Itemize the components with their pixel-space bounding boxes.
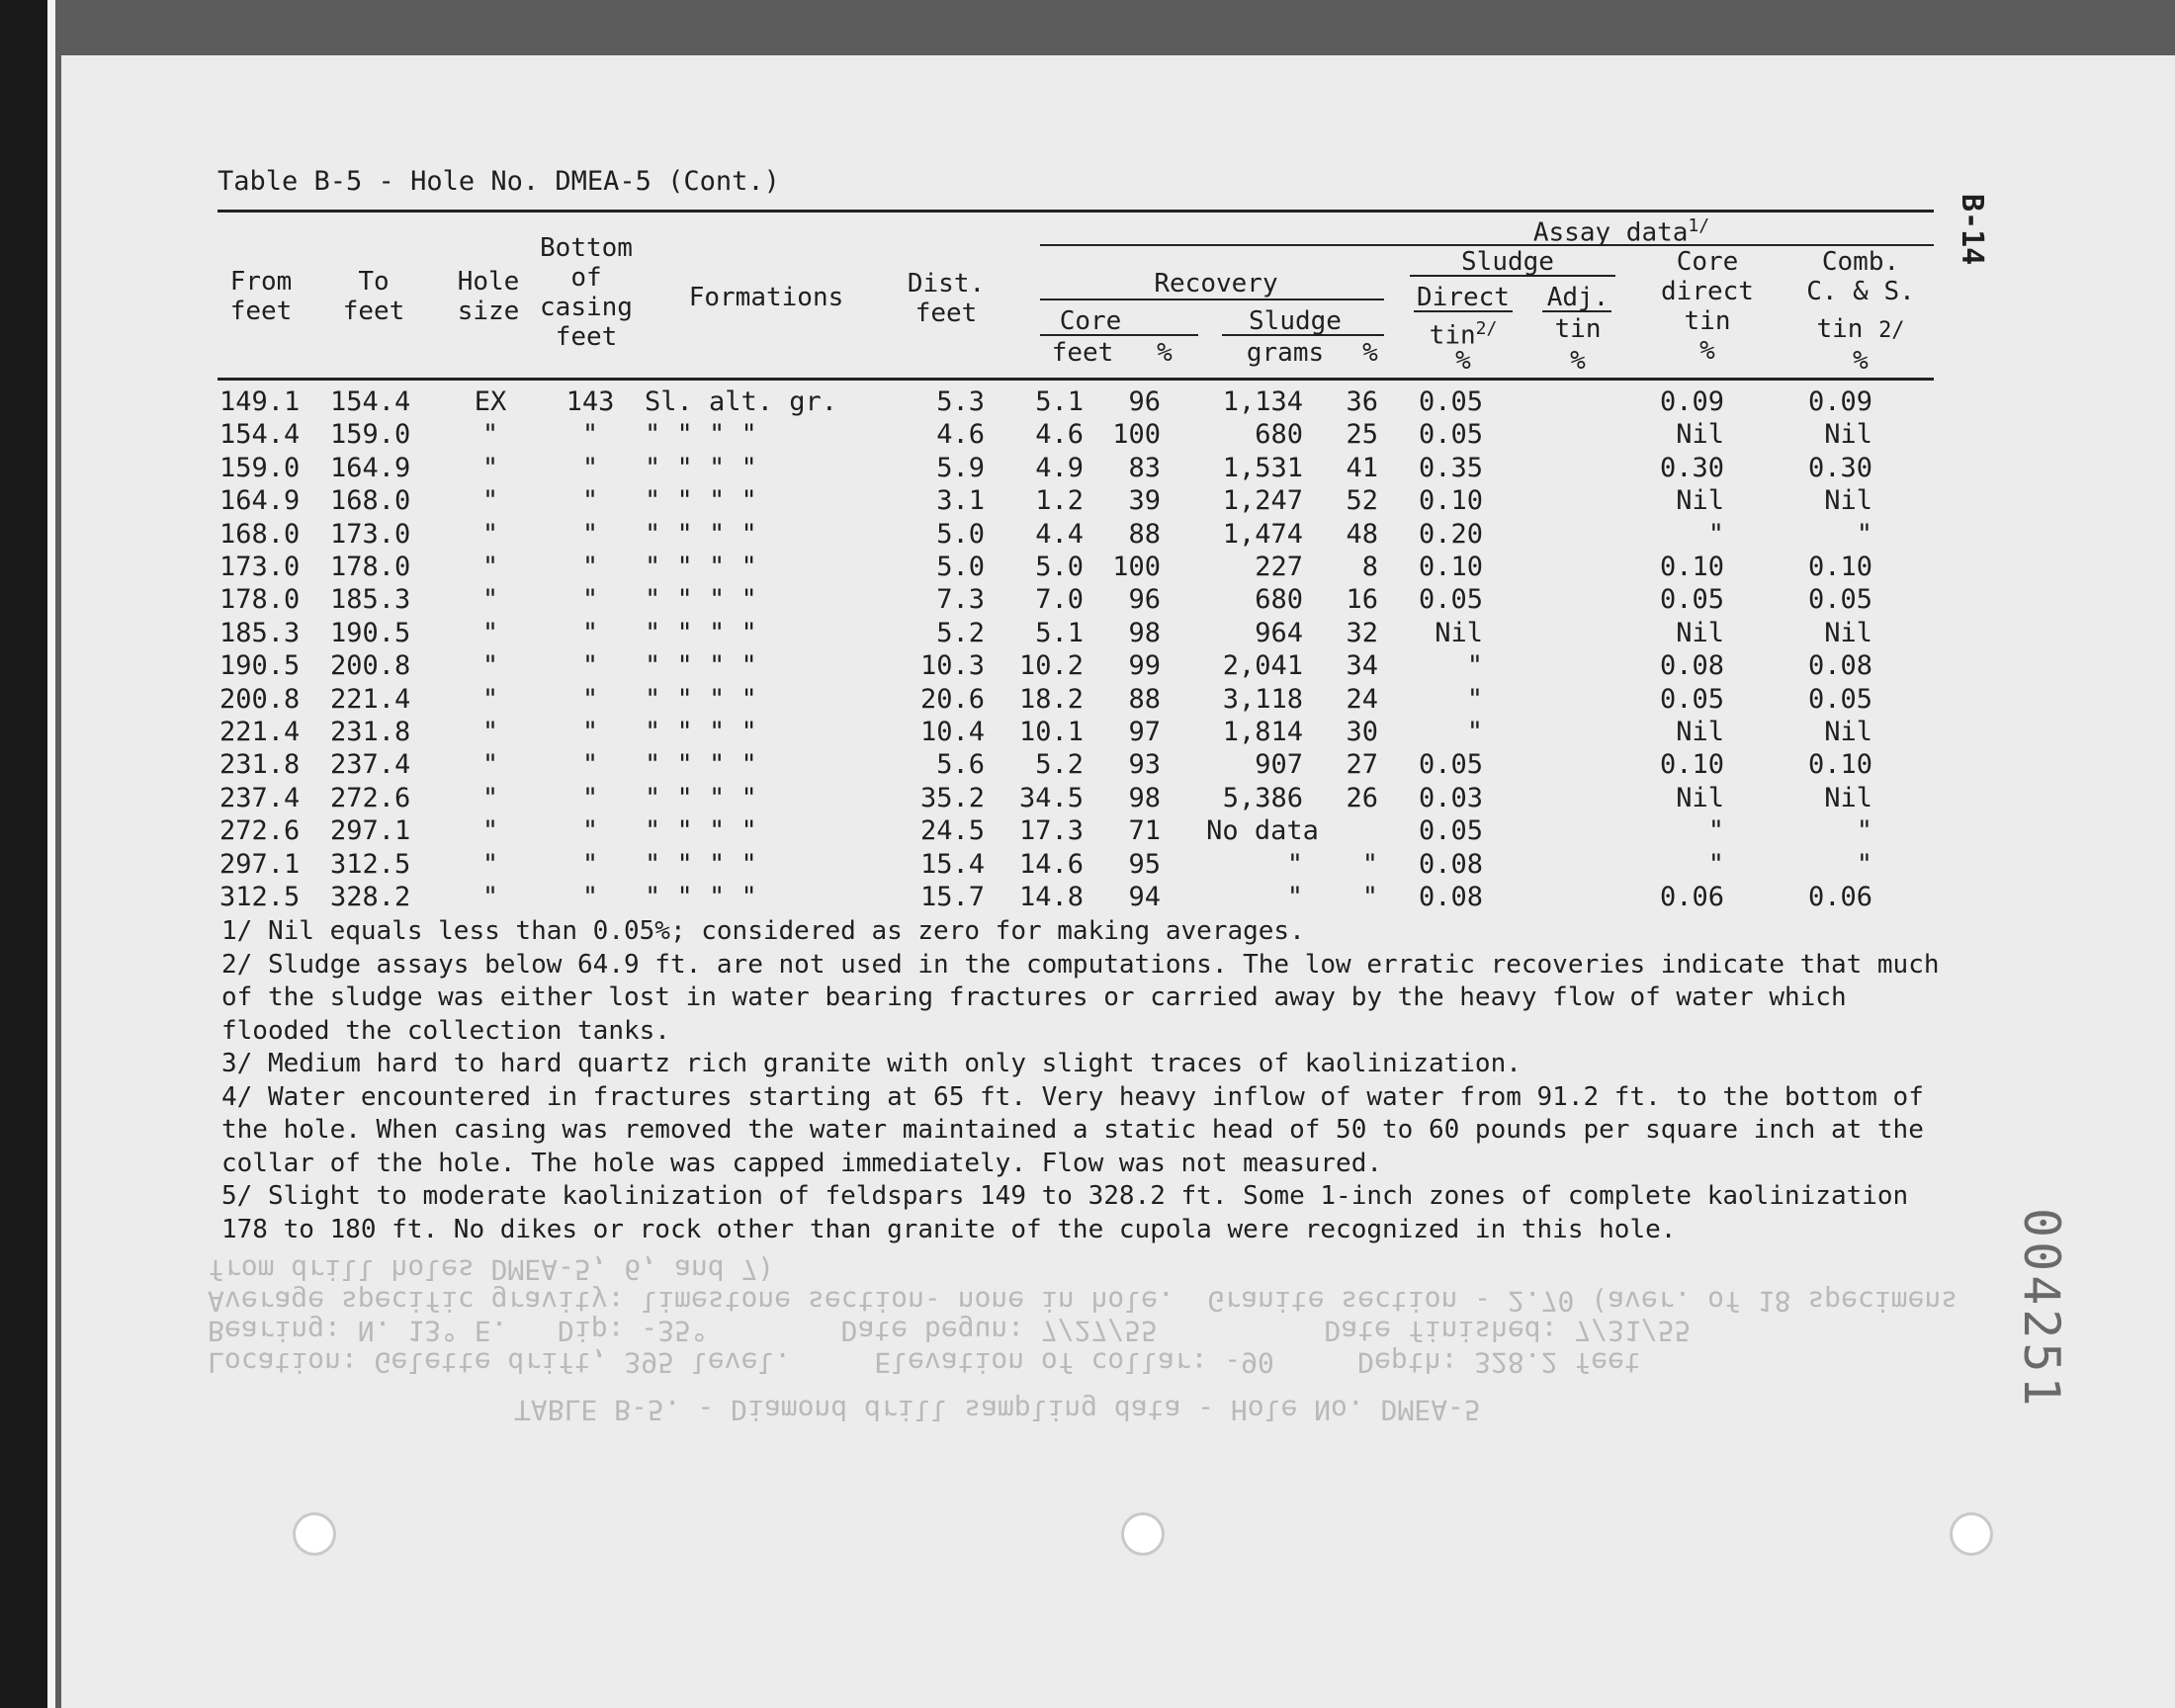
header-recovery: Recovery xyxy=(1154,269,1278,299)
header-formations: Formations xyxy=(688,283,844,312)
row-core-direct-tin: " xyxy=(1707,518,1724,550)
table-row xyxy=(219,484,1886,517)
scanner-edge xyxy=(47,0,55,1708)
row-to-feet: 200.8 xyxy=(330,650,411,682)
recovery-rule xyxy=(1040,299,1384,300)
row-to-feet: 297.1 xyxy=(330,815,411,847)
row-to-feet: 190.5 xyxy=(330,617,411,648)
row-core-pct: 100 xyxy=(1112,419,1161,451)
row-casing-feet: " xyxy=(581,584,599,616)
footnotes xyxy=(221,915,1942,1246)
row-comb-tin: " xyxy=(1856,815,1872,847)
row-from-feet: 297.1 xyxy=(219,848,301,880)
row-core-pct: 93 xyxy=(1128,749,1161,781)
table-row xyxy=(219,452,1886,484)
row-core-pct: 39 xyxy=(1128,485,1161,517)
show-through-line: TABLE B-5. - Diamond drill sampling data - Hole No. DMEA-5 xyxy=(514,1394,1481,1426)
header-core-direct: Core direct tin % xyxy=(1661,247,1754,366)
row-adj-tin xyxy=(1497,418,1586,451)
table-row xyxy=(219,782,1886,814)
row-casing-feet: " xyxy=(581,518,599,550)
row-to-feet: 272.6 xyxy=(330,782,411,813)
row-to-feet: 221.4 xyxy=(330,683,411,715)
row-comb-tin: 0.08 xyxy=(1807,650,1872,682)
row-to-feet: 178.0 xyxy=(330,552,411,583)
row-core-pct: 98 xyxy=(1128,617,1161,648)
row-core-direct-tin: Nil xyxy=(1676,717,1724,748)
row-to-feet: 168.0 xyxy=(330,485,411,517)
scanner-border xyxy=(0,0,47,1708)
row-formation: " " " " xyxy=(645,882,757,913)
row-adj-tin xyxy=(1497,683,1586,716)
row-formation: " " " " xyxy=(645,782,757,813)
row-comb-tin: Nil xyxy=(1824,485,1872,517)
row-to-feet: 185.3 xyxy=(330,584,411,616)
row-core-direct-tin: 0.30 xyxy=(1659,452,1724,483)
row-hole-size: " xyxy=(481,650,499,682)
row-core-pct: 88 xyxy=(1128,683,1161,715)
row-dist-feet: 5.9 xyxy=(936,452,985,483)
row-comb-tin: 0.05 xyxy=(1807,584,1872,616)
row-core-feet: 5.2 xyxy=(1035,749,1084,781)
row-core-pct: 83 xyxy=(1128,452,1161,483)
row-comb-tin: Nil xyxy=(1824,782,1872,813)
row-core-feet: 14.8 xyxy=(1018,882,1084,913)
row-comb-tin: Nil xyxy=(1824,617,1872,648)
assay-footnote-ref: 1/ xyxy=(1688,215,1710,236)
row-to-feet: 159.0 xyxy=(330,419,411,451)
row-dist-feet: 5.3 xyxy=(936,386,985,417)
row-direct-tin: 0.05 xyxy=(1418,419,1483,451)
row-direct-tin: 0.05 xyxy=(1418,815,1483,847)
row-direct-tin: 0.05 xyxy=(1418,584,1483,616)
row-core-direct-tin: 0.05 xyxy=(1659,683,1724,715)
row-direct-tin: 0.05 xyxy=(1418,749,1483,781)
row-core-feet: 18.2 xyxy=(1018,683,1084,715)
header-from-feet: From feet xyxy=(229,267,293,326)
table-row xyxy=(219,551,1886,583)
row-comb-tin: 0.06 xyxy=(1807,882,1872,913)
row-dist-feet: 20.6 xyxy=(919,683,985,715)
row-comb-tin: " xyxy=(1856,848,1872,880)
row-dist-feet: 15.7 xyxy=(919,882,985,913)
row-dist-feet: 5.2 xyxy=(936,617,985,648)
row-formation: " " " " xyxy=(645,452,757,483)
row-sludge-pct: 30 xyxy=(1346,717,1378,748)
row-direct-tin: 0.08 xyxy=(1418,848,1483,880)
row-sludge-pct: 16 xyxy=(1346,584,1378,616)
row-sludge-pct: 25 xyxy=(1346,419,1378,451)
row-core-pct: 71 xyxy=(1128,815,1161,847)
header-core-feet: feet xyxy=(1051,338,1114,368)
header-core: Core xyxy=(1059,306,1122,336)
row-dist-feet: 7.3 xyxy=(936,584,985,616)
row-dist-feet: 5.0 xyxy=(936,552,985,583)
row-formation: " " " " xyxy=(645,419,757,451)
row-from-feet: 164.9 xyxy=(219,485,301,517)
punch-hole xyxy=(1950,1512,1993,1556)
row-from-feet: 237.4 xyxy=(219,782,301,813)
row-formation: " " " " xyxy=(645,617,757,648)
row-hole-size: " xyxy=(481,848,499,880)
row-adj-tin xyxy=(1497,716,1586,748)
footnote-1: 1/ Nil equals less than 0.05%; considered as zero for making averages. xyxy=(221,916,1305,946)
row-dist-feet: 5.6 xyxy=(936,749,985,781)
punch-hole xyxy=(1121,1512,1165,1556)
row-dist-feet: 24.5 xyxy=(919,815,985,847)
row-casing-feet: " xyxy=(581,419,599,451)
header-sludge: Sludge xyxy=(1249,306,1342,336)
row-from-feet: 200.8 xyxy=(219,683,301,715)
row-core-pct: 96 xyxy=(1128,386,1161,417)
row-sludge-grams: 1,531 xyxy=(1222,452,1303,483)
header-adj: Adj. xyxy=(1546,283,1610,312)
row-from-feet: 231.8 xyxy=(219,749,301,781)
row-sludge-grams: 1,247 xyxy=(1222,485,1303,517)
row-core-feet: 4.4 xyxy=(1035,518,1084,550)
row-sludge-grams: 964 xyxy=(1255,617,1303,648)
row-casing-feet: " xyxy=(581,749,599,781)
row-adj-tin xyxy=(1497,617,1586,649)
show-through-line: Location: Gelette drift, 395 level. Elevation of collar: -90 Depth: 328.2 feet xyxy=(208,1346,1641,1379)
table-row xyxy=(219,848,1886,881)
row-sludge-grams: 1,134 xyxy=(1222,386,1303,417)
row-core-direct-tin: Nil xyxy=(1676,419,1724,451)
row-sludge-pct: 24 xyxy=(1346,683,1378,715)
row-core-feet: 5.0 xyxy=(1035,552,1084,583)
table-row xyxy=(219,385,1886,418)
row-core-pct: 99 xyxy=(1128,650,1161,682)
row-from-feet: 149.1 xyxy=(219,386,301,417)
row-to-feet: 231.8 xyxy=(330,717,411,748)
row-sludge-pct: " xyxy=(1361,848,1378,880)
header-to-feet: To feet xyxy=(342,267,405,326)
row-dist-feet: 4.6 xyxy=(936,419,985,451)
row-sludge-grams: 227 xyxy=(1255,552,1303,583)
row-hole-size: EX xyxy=(474,386,507,417)
header-direct: Direct xyxy=(1417,283,1510,312)
row-core-direct-tin: " xyxy=(1707,848,1724,880)
row-core-feet: 4.9 xyxy=(1035,452,1084,483)
row-core-feet: 10.2 xyxy=(1018,650,1084,682)
row-core-direct-tin: 0.08 xyxy=(1659,650,1724,682)
row-core-feet: 10.1 xyxy=(1018,717,1084,748)
header-sludge-grams: grams xyxy=(1246,338,1325,368)
row-direct-tin: " xyxy=(1466,683,1483,715)
comb-footnote-ref: 2/ xyxy=(1878,318,1905,343)
row-sludge-grams: 5,386 xyxy=(1222,782,1303,813)
row-core-direct-tin: Nil xyxy=(1676,485,1724,517)
row-sludge-grams: " xyxy=(1286,882,1303,913)
row-adj-tin xyxy=(1497,452,1586,484)
row-direct-tin: " xyxy=(1466,650,1483,682)
row-hole-size: " xyxy=(481,717,499,748)
row-from-feet: 154.4 xyxy=(219,419,301,451)
header-bottom-rule xyxy=(218,378,1934,381)
row-formation: " " " " xyxy=(645,749,757,781)
table-row xyxy=(219,418,1886,451)
row-casing-feet: " xyxy=(581,882,599,913)
row-dist-feet: 5.0 xyxy=(936,518,985,550)
row-sludge-grams: No data xyxy=(1206,815,1319,847)
row-direct-tin: 0.35 xyxy=(1418,452,1483,483)
row-core-direct-tin: Nil xyxy=(1676,617,1724,648)
row-core-direct-tin: " xyxy=(1707,815,1724,847)
direct-tin-label: tin xyxy=(1429,320,1476,351)
row-sludge-pct: 26 xyxy=(1346,782,1378,813)
header-hole-size: Hole size xyxy=(457,267,520,326)
row-direct-tin: 0.10 xyxy=(1418,485,1483,517)
row-to-feet: 312.5 xyxy=(330,848,411,880)
row-adj-tin xyxy=(1497,385,1586,418)
row-sludge-pct: 8 xyxy=(1361,552,1378,583)
row-core-pct: 100 xyxy=(1112,552,1161,583)
row-from-feet: 173.0 xyxy=(219,552,301,583)
row-hole-size: " xyxy=(481,552,499,583)
row-casing-feet: " xyxy=(581,782,599,813)
row-hole-size: " xyxy=(481,882,499,913)
table-row xyxy=(219,649,1886,682)
row-adj-tin xyxy=(1497,518,1586,551)
header-comb-tin xyxy=(1791,314,1930,346)
row-from-feet: 272.6 xyxy=(219,815,301,847)
direct-footnote-ref: 2/ xyxy=(1475,318,1498,339)
row-hole-size: " xyxy=(481,617,499,648)
footnote-5: 5/ Slight to moderate kaolinization of feldspars 149 to 328.2 ft. Some 1-inch zones of complete kaolinization 178 to 180 ft. No dikes or rock other than granite of the cupola were recognized in this hole. xyxy=(221,1181,1909,1244)
row-comb-tin: Nil xyxy=(1824,717,1872,748)
row-core-feet: 5.1 xyxy=(1035,617,1084,648)
show-through-line: Average specific gravity: limestone section- none in hole. Granite section - 2.70 (aver. of 18 specimens xyxy=(208,1285,1958,1318)
row-sludge-grams: 680 xyxy=(1255,584,1303,616)
assay-rule xyxy=(1040,244,1934,246)
row-sludge-pct: " xyxy=(1361,882,1378,913)
row-direct-tin: 0.08 xyxy=(1418,882,1483,913)
row-from-feet: 190.5 xyxy=(219,650,301,682)
row-formation: " " " " xyxy=(645,584,757,616)
row-comb-tin: Nil xyxy=(1824,419,1872,451)
row-sludge-grams: 2,041 xyxy=(1222,650,1303,682)
row-core-pct: 94 xyxy=(1128,882,1161,913)
row-direct-tin: 0.03 xyxy=(1418,782,1483,813)
row-core-pct: 95 xyxy=(1128,848,1161,880)
row-hole-size: " xyxy=(481,419,499,451)
row-to-feet: 154.4 xyxy=(330,386,411,417)
row-core-feet: 34.5 xyxy=(1018,782,1084,813)
row-sludge-grams: 680 xyxy=(1255,419,1303,451)
row-core-pct: 88 xyxy=(1128,518,1161,550)
row-sludge-pct: 27 xyxy=(1346,749,1378,781)
row-casing-feet: 143 xyxy=(566,386,615,417)
row-from-feet: 312.5 xyxy=(219,882,301,913)
row-sludge-grams: 1,474 xyxy=(1222,518,1303,550)
comb-tin-label: tin xyxy=(1816,314,1864,344)
show-through-line: Bearing: N. 13° E. Dip: -35° Date begun: 7/27/55 Date finished: 7/31/55 xyxy=(208,1315,1692,1347)
footnote-2: 2/ Sludge assays below 64.9 ft. are not used in the computations. The low erratic recoveries indicate that much of the sludge was either lost in water bearing fractures or carried away by the heavy flow of water which flooded the collection tanks. xyxy=(221,949,1940,1046)
row-core-feet: 7.0 xyxy=(1035,584,1084,616)
row-from-feet: 159.0 xyxy=(219,452,301,483)
row-casing-feet: " xyxy=(581,552,599,583)
row-hole-size: " xyxy=(481,683,499,715)
header-sludge-pct: % xyxy=(1362,338,1378,368)
row-core-feet: 5.1 xyxy=(1035,386,1084,417)
drill-data-table xyxy=(219,385,1886,914)
header-dist-feet: Dist. feet xyxy=(907,269,986,328)
header-direct-pct: % xyxy=(1455,346,1471,376)
table-row xyxy=(219,748,1886,781)
row-sludge-pct: 48 xyxy=(1346,518,1378,550)
row-direct-tin: 0.05 xyxy=(1418,386,1483,417)
row-formation: " " " " xyxy=(645,848,757,880)
row-formation: " " " " xyxy=(645,518,757,550)
row-casing-feet: " xyxy=(581,683,599,715)
row-core-feet: 1.2 xyxy=(1035,485,1084,517)
header-comb: Comb. C. & S. xyxy=(1806,247,1915,306)
assay-data-label: Assay data xyxy=(1532,217,1689,248)
row-formation: " " " " xyxy=(645,717,757,748)
footnote-3: 3/ Medium hard to hard quartz rich granite with only slight traces of kaolinization. xyxy=(221,1049,1522,1078)
row-core-pct: 98 xyxy=(1128,782,1161,813)
header-assay-data xyxy=(1503,212,1740,248)
row-sludge-grams: 3,118 xyxy=(1222,683,1303,715)
row-adj-tin xyxy=(1497,814,1586,847)
row-sludge-pct: 52 xyxy=(1346,485,1378,517)
row-adj-tin xyxy=(1497,551,1586,583)
row-hole-size: " xyxy=(481,452,499,483)
row-comb-tin: 0.10 xyxy=(1807,552,1872,583)
row-direct-tin: 0.10 xyxy=(1418,552,1483,583)
row-comb-tin: 0.10 xyxy=(1807,749,1872,781)
header-adj-tin: tin xyxy=(1554,314,1602,344)
row-hole-size: " xyxy=(481,815,499,847)
row-hole-size: " xyxy=(481,584,499,616)
row-dist-feet: 3.1 xyxy=(936,485,985,517)
row-casing-feet: " xyxy=(581,717,599,748)
row-core-direct-tin: 0.10 xyxy=(1659,552,1724,583)
row-dist-feet: 15.4 xyxy=(919,848,985,880)
row-comb-tin: 0.09 xyxy=(1807,386,1872,417)
row-from-feet: 185.3 xyxy=(219,617,301,648)
row-sludge-pct: 32 xyxy=(1346,617,1378,648)
row-core-feet: 4.6 xyxy=(1035,419,1084,451)
row-comb-tin: 0.05 xyxy=(1807,683,1872,715)
row-to-feet: 237.4 xyxy=(330,749,411,781)
table-row xyxy=(219,518,1886,551)
show-through-line: from drill holes DMEA-5, 6, and 7) xyxy=(208,1253,775,1286)
row-sludge-pct: 36 xyxy=(1346,386,1378,417)
row-adj-tin xyxy=(1497,484,1586,517)
row-formation: " " " " xyxy=(645,650,757,682)
header-adj-pct: % xyxy=(1570,346,1586,376)
table-row xyxy=(219,716,1886,748)
row-core-direct-tin: 0.10 xyxy=(1659,749,1724,781)
row-casing-feet: " xyxy=(581,485,599,517)
row-core-direct-tin: 0.09 xyxy=(1659,386,1724,417)
header-bottom-casing: Bottom of casing feet xyxy=(540,233,633,352)
document-stamp: 004251 xyxy=(2013,1208,2070,1410)
row-casing-feet: " xyxy=(581,815,599,847)
header-core-pct: % xyxy=(1157,338,1173,368)
table-row xyxy=(219,881,1886,913)
row-formation: " " " " xyxy=(645,485,757,517)
row-to-feet: 328.2 xyxy=(330,882,411,913)
row-dist-feet: 10.4 xyxy=(919,717,985,748)
row-adj-tin xyxy=(1497,848,1586,881)
table-row xyxy=(219,683,1886,716)
table-row xyxy=(219,814,1886,847)
row-casing-feet: " xyxy=(581,848,599,880)
row-core-feet: 14.6 xyxy=(1018,848,1084,880)
row-hole-size: " xyxy=(481,782,499,813)
row-core-direct-tin: 0.05 xyxy=(1659,584,1724,616)
footnote-4: 4/ Water encountered in fractures starting at 65 ft. Very heavy inflow of water from 91.2 ft. to the bottom of the hole. When casing was removed the water maintained a static head of 50 to 60 pounds per square inch at the collar of the hole. The hole was capped immediately. Flow was not measured. xyxy=(221,1081,1924,1178)
row-core-pct: 97 xyxy=(1128,717,1161,748)
row-comb-tin: 0.30 xyxy=(1807,452,1872,483)
table-title: Table B-5 - Hole No. DMEA-5 (Cont.) xyxy=(218,166,780,197)
punch-hole xyxy=(293,1512,336,1556)
table-row xyxy=(219,583,1886,616)
row-direct-tin: Nil xyxy=(1435,617,1483,648)
row-sludge-grams: 1,814 xyxy=(1222,717,1303,748)
row-adj-tin xyxy=(1497,583,1586,616)
row-to-feet: 173.0 xyxy=(330,518,411,550)
row-sludge-pct: 41 xyxy=(1346,452,1378,483)
header-assay-sludge: Sludge xyxy=(1461,247,1554,277)
row-from-feet: 221.4 xyxy=(219,717,301,748)
row-dist-feet: 35.2 xyxy=(919,782,985,813)
row-formation: " " " " xyxy=(645,552,757,583)
header-comb-pct: % xyxy=(1853,346,1869,376)
row-casing-feet: " xyxy=(581,452,599,483)
row-hole-size: " xyxy=(481,749,499,781)
row-from-feet: 168.0 xyxy=(219,518,301,550)
row-to-feet: 164.9 xyxy=(330,452,411,483)
row-hole-size: " xyxy=(481,485,499,517)
row-casing-feet: " xyxy=(581,617,599,648)
row-adj-tin xyxy=(1497,881,1586,913)
row-dist-feet: 10.3 xyxy=(919,650,985,682)
row-formation: Sl. alt. gr. xyxy=(645,386,838,417)
row-casing-feet: " xyxy=(581,650,599,682)
row-adj-tin xyxy=(1497,649,1586,682)
row-from-feet: 178.0 xyxy=(219,584,301,616)
row-sludge-pct: 34 xyxy=(1346,650,1378,682)
table-row xyxy=(219,617,1886,649)
row-sludge-grams: 907 xyxy=(1255,749,1303,781)
row-core-pct: 96 xyxy=(1128,584,1161,616)
row-comb-tin: " xyxy=(1856,518,1872,550)
row-hole-size: " xyxy=(481,518,499,550)
row-formation: " " " " xyxy=(645,815,757,847)
row-adj-tin xyxy=(1497,782,1586,814)
row-direct-tin: " xyxy=(1466,717,1483,748)
row-core-direct-tin: Nil xyxy=(1676,782,1724,813)
row-direct-tin: 0.20 xyxy=(1418,518,1483,550)
row-core-direct-tin: 0.06 xyxy=(1659,882,1724,913)
row-formation: " " " " xyxy=(645,683,757,715)
row-sludge-grams: " xyxy=(1286,848,1303,880)
row-core-feet: 17.3 xyxy=(1018,815,1084,847)
page-number: B-14 xyxy=(1955,194,1989,266)
row-adj-tin xyxy=(1497,748,1586,781)
